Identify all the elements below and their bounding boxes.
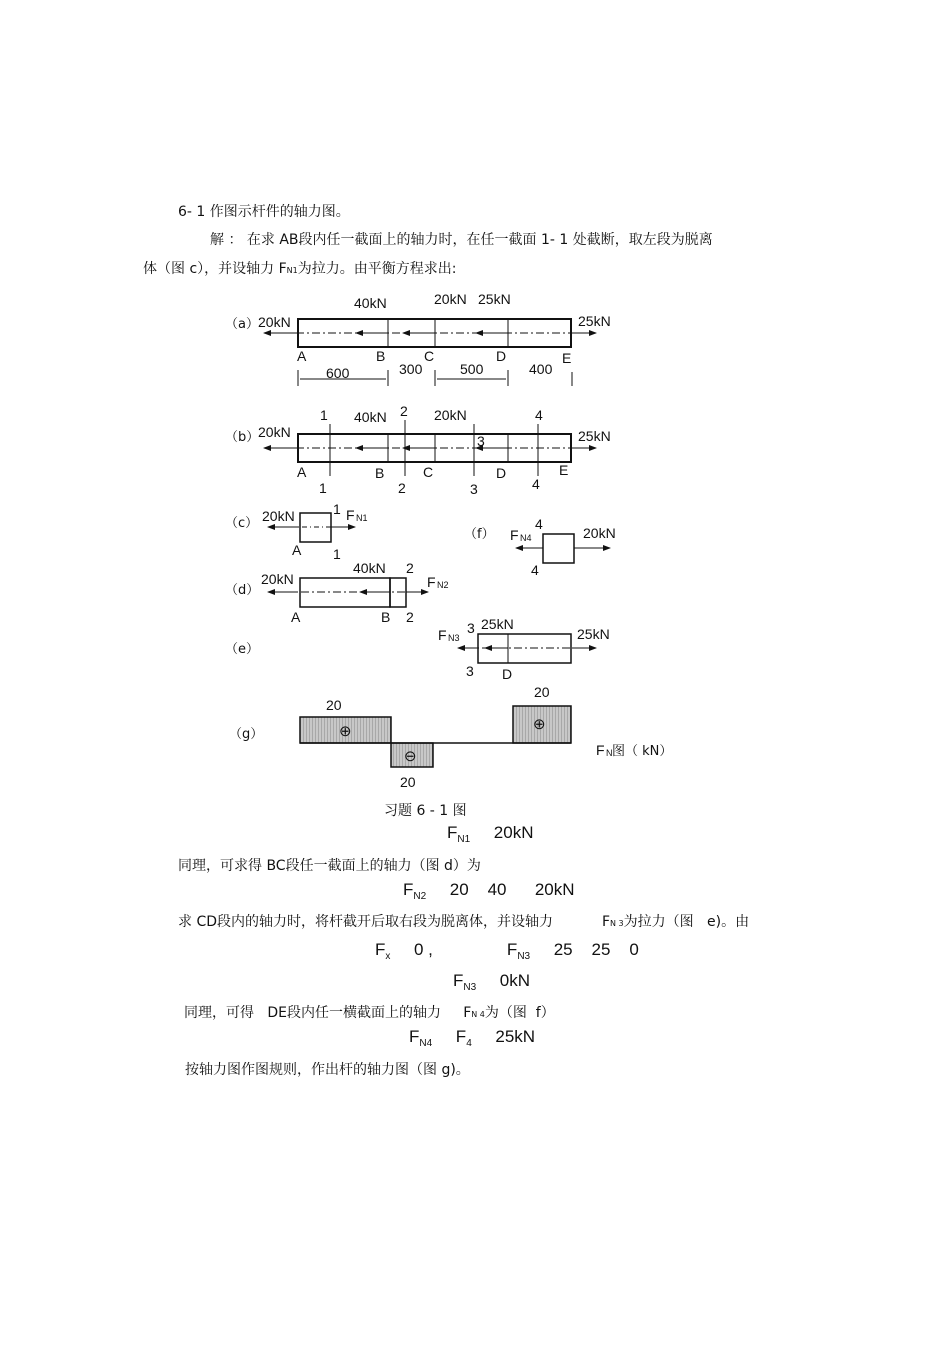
svg-text:N2: N2 (437, 580, 449, 590)
load-a-left: 20kN (258, 314, 291, 330)
figure-e (225, 616, 610, 682)
svg-text:3: 3 (477, 433, 485, 449)
figure-g-axial-force-diagram (229, 684, 672, 790)
svg-text:N4: N4 (520, 533, 532, 543)
svg-text:3: 3 (467, 620, 475, 636)
svg-text:E: E (562, 350, 572, 366)
svg-text:F: F (427, 574, 436, 590)
svg-text:A: A (297, 348, 307, 364)
figure-d (225, 560, 449, 625)
svg-text:F: F (438, 627, 447, 643)
svg-text:D: D (496, 465, 507, 481)
svg-text:1: 1 (320, 407, 328, 423)
paragraph-2: 同理，可求得 BC段任一截面上的轴力（图 d）为 (178, 858, 481, 874)
svg-text:E: E (559, 462, 569, 478)
svg-text:N1: N1 (356, 513, 368, 523)
paragraph-4: 同理，可得 DE段内任一横截面上的轴力 FN 4为（图 f） (184, 1005, 555, 1021)
svg-text:40kN: 40kN (354, 409, 387, 425)
svg-text:1: 1 (319, 480, 327, 496)
svg-text:25kN: 25kN (578, 428, 611, 444)
svg-text:⊕: ⊕ (533, 716, 546, 733)
svg-text:4: 4 (532, 476, 540, 492)
svg-text:25kN: 25kN (481, 616, 514, 632)
svg-text:4: 4 (531, 562, 539, 578)
svg-text:3: 3 (470, 481, 478, 497)
svg-text:20: 20 (534, 684, 550, 700)
svg-text:2: 2 (400, 403, 408, 419)
svg-text:20kN: 20kN (261, 571, 294, 587)
svg-text:2: 2 (406, 609, 414, 625)
svg-text:40kN: 40kN (354, 295, 387, 311)
svg-text:20: 20 (326, 697, 342, 713)
svg-text:25kN: 25kN (478, 291, 511, 307)
equation-fn1: $F_{N1}$ 20kN (447, 823, 534, 845)
paragraph-1a: 解 ： 在求 AB段内任一截面上的轴力时，在任一截面 1- 1 处截断，取左段为脱离 (210, 232, 713, 248)
svg-text:B: B (375, 465, 385, 481)
svg-text:⊖: ⊖ (404, 748, 417, 765)
svg-text:4: 4 (535, 407, 543, 423)
equation-fn4: $F_{N4}$ $F_4$ 25kN (409, 1027, 536, 1049)
svg-text:C: C (423, 464, 434, 480)
svg-text:（f）: （f） (464, 527, 495, 542)
svg-text:A: A (297, 464, 307, 480)
svg-text:F: F (510, 527, 519, 543)
svg-text:25kN: 25kN (578, 313, 611, 329)
paragraph-1b: 体（图 c），并设轴力 FN1为拉力。由平衡方程求出: (143, 261, 457, 277)
svg-text:B: B (381, 609, 391, 625)
svg-text:600: 600 (326, 365, 350, 381)
svg-text:C: C (424, 348, 435, 364)
svg-text:20kN: 20kN (583, 525, 616, 541)
figure-caption: 习题 6 - 1 图 (384, 803, 467, 819)
svg-text:4: 4 (535, 516, 543, 532)
figure-c (225, 501, 368, 562)
svg-text:F: F (346, 507, 355, 523)
svg-text:40kN: 40kN (353, 560, 386, 576)
label-a: （a） (225, 317, 259, 332)
svg-text:D: D (502, 666, 513, 682)
svg-text:D: D (496, 348, 507, 364)
figure-a (225, 291, 611, 386)
svg-text:400: 400 (529, 361, 553, 377)
svg-text:A: A (291, 609, 301, 625)
svg-text:20kN: 20kN (262, 508, 295, 524)
svg-text:20: 20 (400, 774, 416, 790)
svg-text:20kN: 20kN (434, 407, 467, 423)
heading: 6- 1 作图示杆件的轴力图。 (178, 204, 350, 220)
svg-text:N: N (606, 748, 613, 758)
figure-f (464, 516, 616, 578)
svg-text:3: 3 (466, 663, 474, 679)
svg-text:1: 1 (333, 546, 341, 562)
paragraph-5: 按轴力图作图规则，作出杆的轴力图（图 g)。 (185, 1062, 470, 1078)
svg-text:A: A (292, 542, 302, 558)
svg-text:2: 2 (406, 560, 414, 576)
svg-text:500: 500 (460, 361, 484, 377)
svg-text:⊕: ⊕ (339, 723, 352, 740)
equation-equilibrium: $F_x$ 0 , $F_{N3}$ 25 25 0 (375, 940, 639, 962)
svg-text:图（ kN）: 图（ kN） (612, 744, 673, 759)
equation-fn3: $F_{N3}$ 0kN (453, 971, 531, 993)
svg-text:（d）: （d） (225, 583, 260, 598)
label-b: （b） (225, 430, 260, 445)
svg-text:（g）: （g） (229, 727, 264, 742)
svg-text:2: 2 (398, 480, 406, 496)
svg-text:1: 1 (333, 501, 341, 517)
paragraph-3: 求 CD段内的轴力时，将杆截开后取右段为脱离体，并设轴力 FN 3为拉力（图 e)。由 (178, 914, 750, 930)
svg-text:B: B (376, 348, 386, 364)
svg-text:25kN: 25kN (577, 626, 610, 642)
svg-text:300: 300 (399, 361, 423, 377)
equation-fn2: $F_{N2}$ 20 40 20kN (403, 880, 575, 902)
svg-text:20kN: 20kN (434, 291, 467, 307)
svg-text:N3: N3 (448, 633, 460, 643)
svg-text:（e）: （e） (225, 642, 259, 657)
figure-b (225, 403, 611, 497)
svg-text:F: F (596, 742, 605, 758)
svg-text:20kN: 20kN (258, 424, 291, 440)
svg-text:（c）: （c） (225, 516, 259, 531)
